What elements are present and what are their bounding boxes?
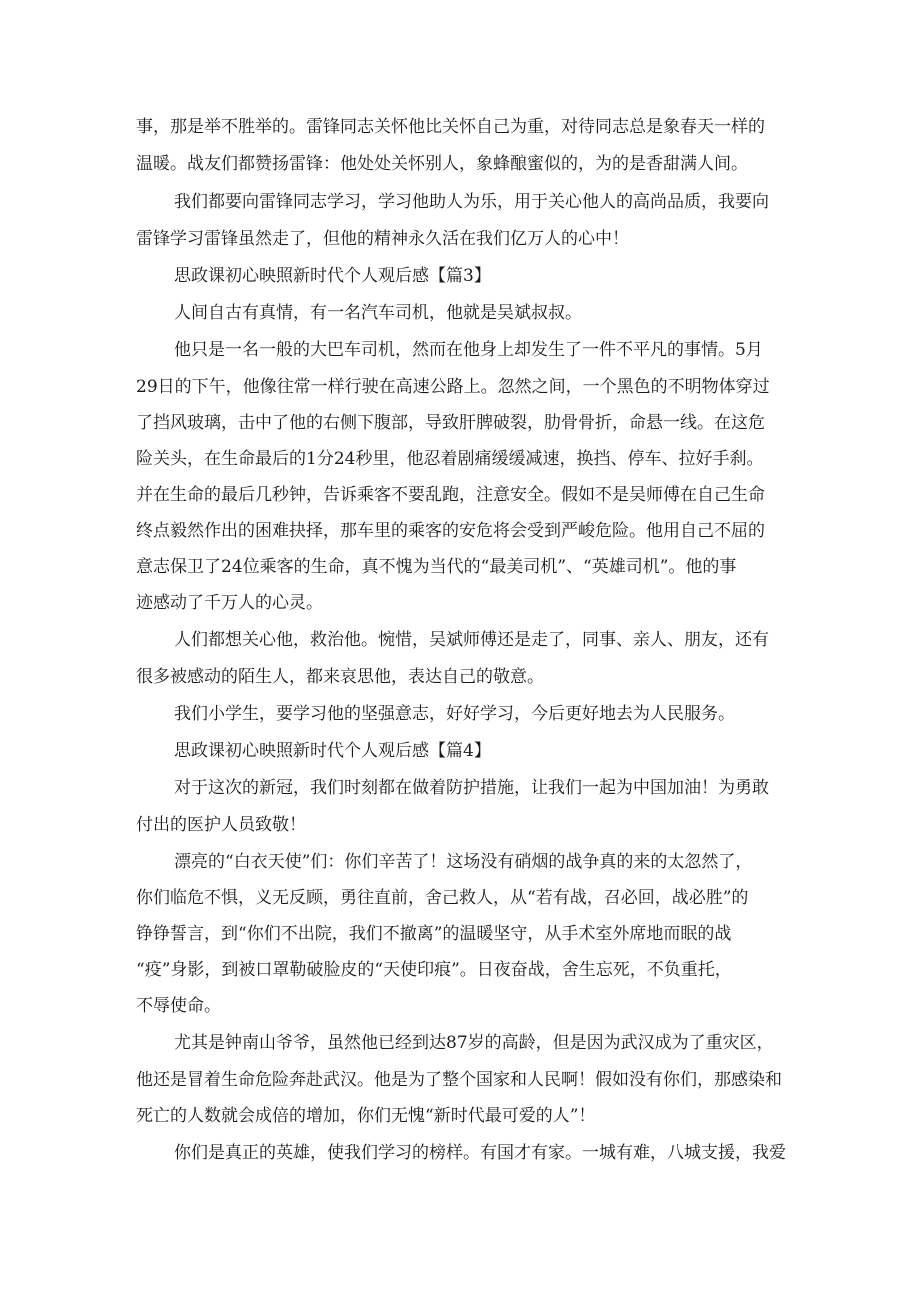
paragraph-first-line: 他只是一名一般的大巴车司机，然而在他身上却发生了一件不平凡的事情。5月 <box>174 340 763 360</box>
paragraph-first-line: 你们是真正的英雄，使我们学习的榜样。有国才有家。一城有难，八城支援，我爱 <box>174 1143 786 1163</box>
text-line: “疫”身影，到被口罩勒破脸皮的“天使印痕”。日夜奋战，舍生忘死，不负重托， <box>136 960 732 980</box>
paragraph-first-line: 对于这次的新冠，我们时刻都在做着防护措施，让我们一起为中国加油！为勇敢 <box>174 778 769 798</box>
text-line: 意志保卫了24位乘客的生命，真不愧为当代的“最美司机”、“英雄司机”。他的事 <box>136 557 737 577</box>
paragraph-first-line: 人们都想关心他，救治他。惋惜，吴斌师傅还是走了，同事、亲人、朋友，还有 <box>174 630 769 650</box>
paragraph-first-line: 我们都要向雷锋同志学习，学习他助人为乐，用于关心他人的高尚品质，我要向 <box>174 192 769 212</box>
paragraph-first-line: 尤其是钟南山爷爷，虽然他已经到达87岁的高龄，但是因为武汉成为了重灾区， <box>174 1033 774 1053</box>
paragraph-first-line: 漂亮的“白衣天使”们：你们辛苦了！这场没有硝烟的战争真的来的太忽然了， <box>174 852 753 872</box>
paragraph-first-line: 我们小学生，要学习他的坚强意志，好好学习，今后更好地去为人民服务。 <box>174 704 735 724</box>
text-line: 不辱使命。 <box>136 996 221 1016</box>
text-line: 终点毅然作出的困难抉择，那车里的乘客的安危将会受到严峻危险。他用自己不屈的 <box>136 521 765 541</box>
text-line: 你们临危不惧，义无反顾，勇往直前，舍己救人，从“若有战，召必回，战必胜”的 <box>136 888 749 908</box>
text-line: 雷锋学习雷锋虽然走了，但他的精神永久活在我们亿万人的心中！ <box>136 229 629 249</box>
text-line: 29日的下午，他像往常一样行驶在高速公路上。忽然之间，一个黑色的不明物体穿过 <box>136 377 770 397</box>
text-line: 迹感动了千万人的心灵。 <box>136 593 323 613</box>
text-line: 险关头，在生命最后的1分24秒里，他忍着剧痛缓缓减速，换挡、停车、拉好手刹。 <box>136 449 764 469</box>
text-line: 死亡的人数就会成倍的增加，你们无愧“新时代最可爱的人”！ <box>136 1106 596 1126</box>
section-heading: 思政课初心映照新时代个人观后感【篇4】 <box>174 741 491 761</box>
paragraph-first-line: 人间自古有真情，有一名汽车司机，他就是吴斌叔叔。 <box>174 303 582 323</box>
text-line: 他还是冒着生命危险奔赴武汉。他是为了整个国家和人民啊！假如没有你们，那感染和 <box>136 1070 782 1090</box>
text-line: 温暖。战友们都赞扬雷锋：他处处关怀别人，象蜂酿蜜似的，为的是香甜满人间。 <box>136 154 748 174</box>
text-line: 很多被感动的陌生人，都来哀思他，表达自己的敬意。 <box>136 667 544 687</box>
text-line: 铮铮誓言，到“你们不出院，我们不撤离”的温暖坚守，从手术室外席地而眠的战 <box>136 924 732 944</box>
text-line: 了挡风玻璃，击中了他的右侧下腹部，导致肝脾破裂，肋骨骨折，命悬一线。在这危 <box>136 413 765 433</box>
text-line: 并在生命的最后几秒钟，告诉乘客不要乱跑，注意安全。假如不是吴师傅在自己生命 <box>136 485 765 505</box>
text-line: 付出的医护人员致敬！ <box>136 815 306 835</box>
section-heading: 思政课初心映照新时代个人观后感【篇3】 <box>174 266 491 286</box>
text-line: 事，那是举不胜举的。雷锋同志关怀他比关怀自己为重，对待同志总是象春天一样的 <box>136 117 765 137</box>
